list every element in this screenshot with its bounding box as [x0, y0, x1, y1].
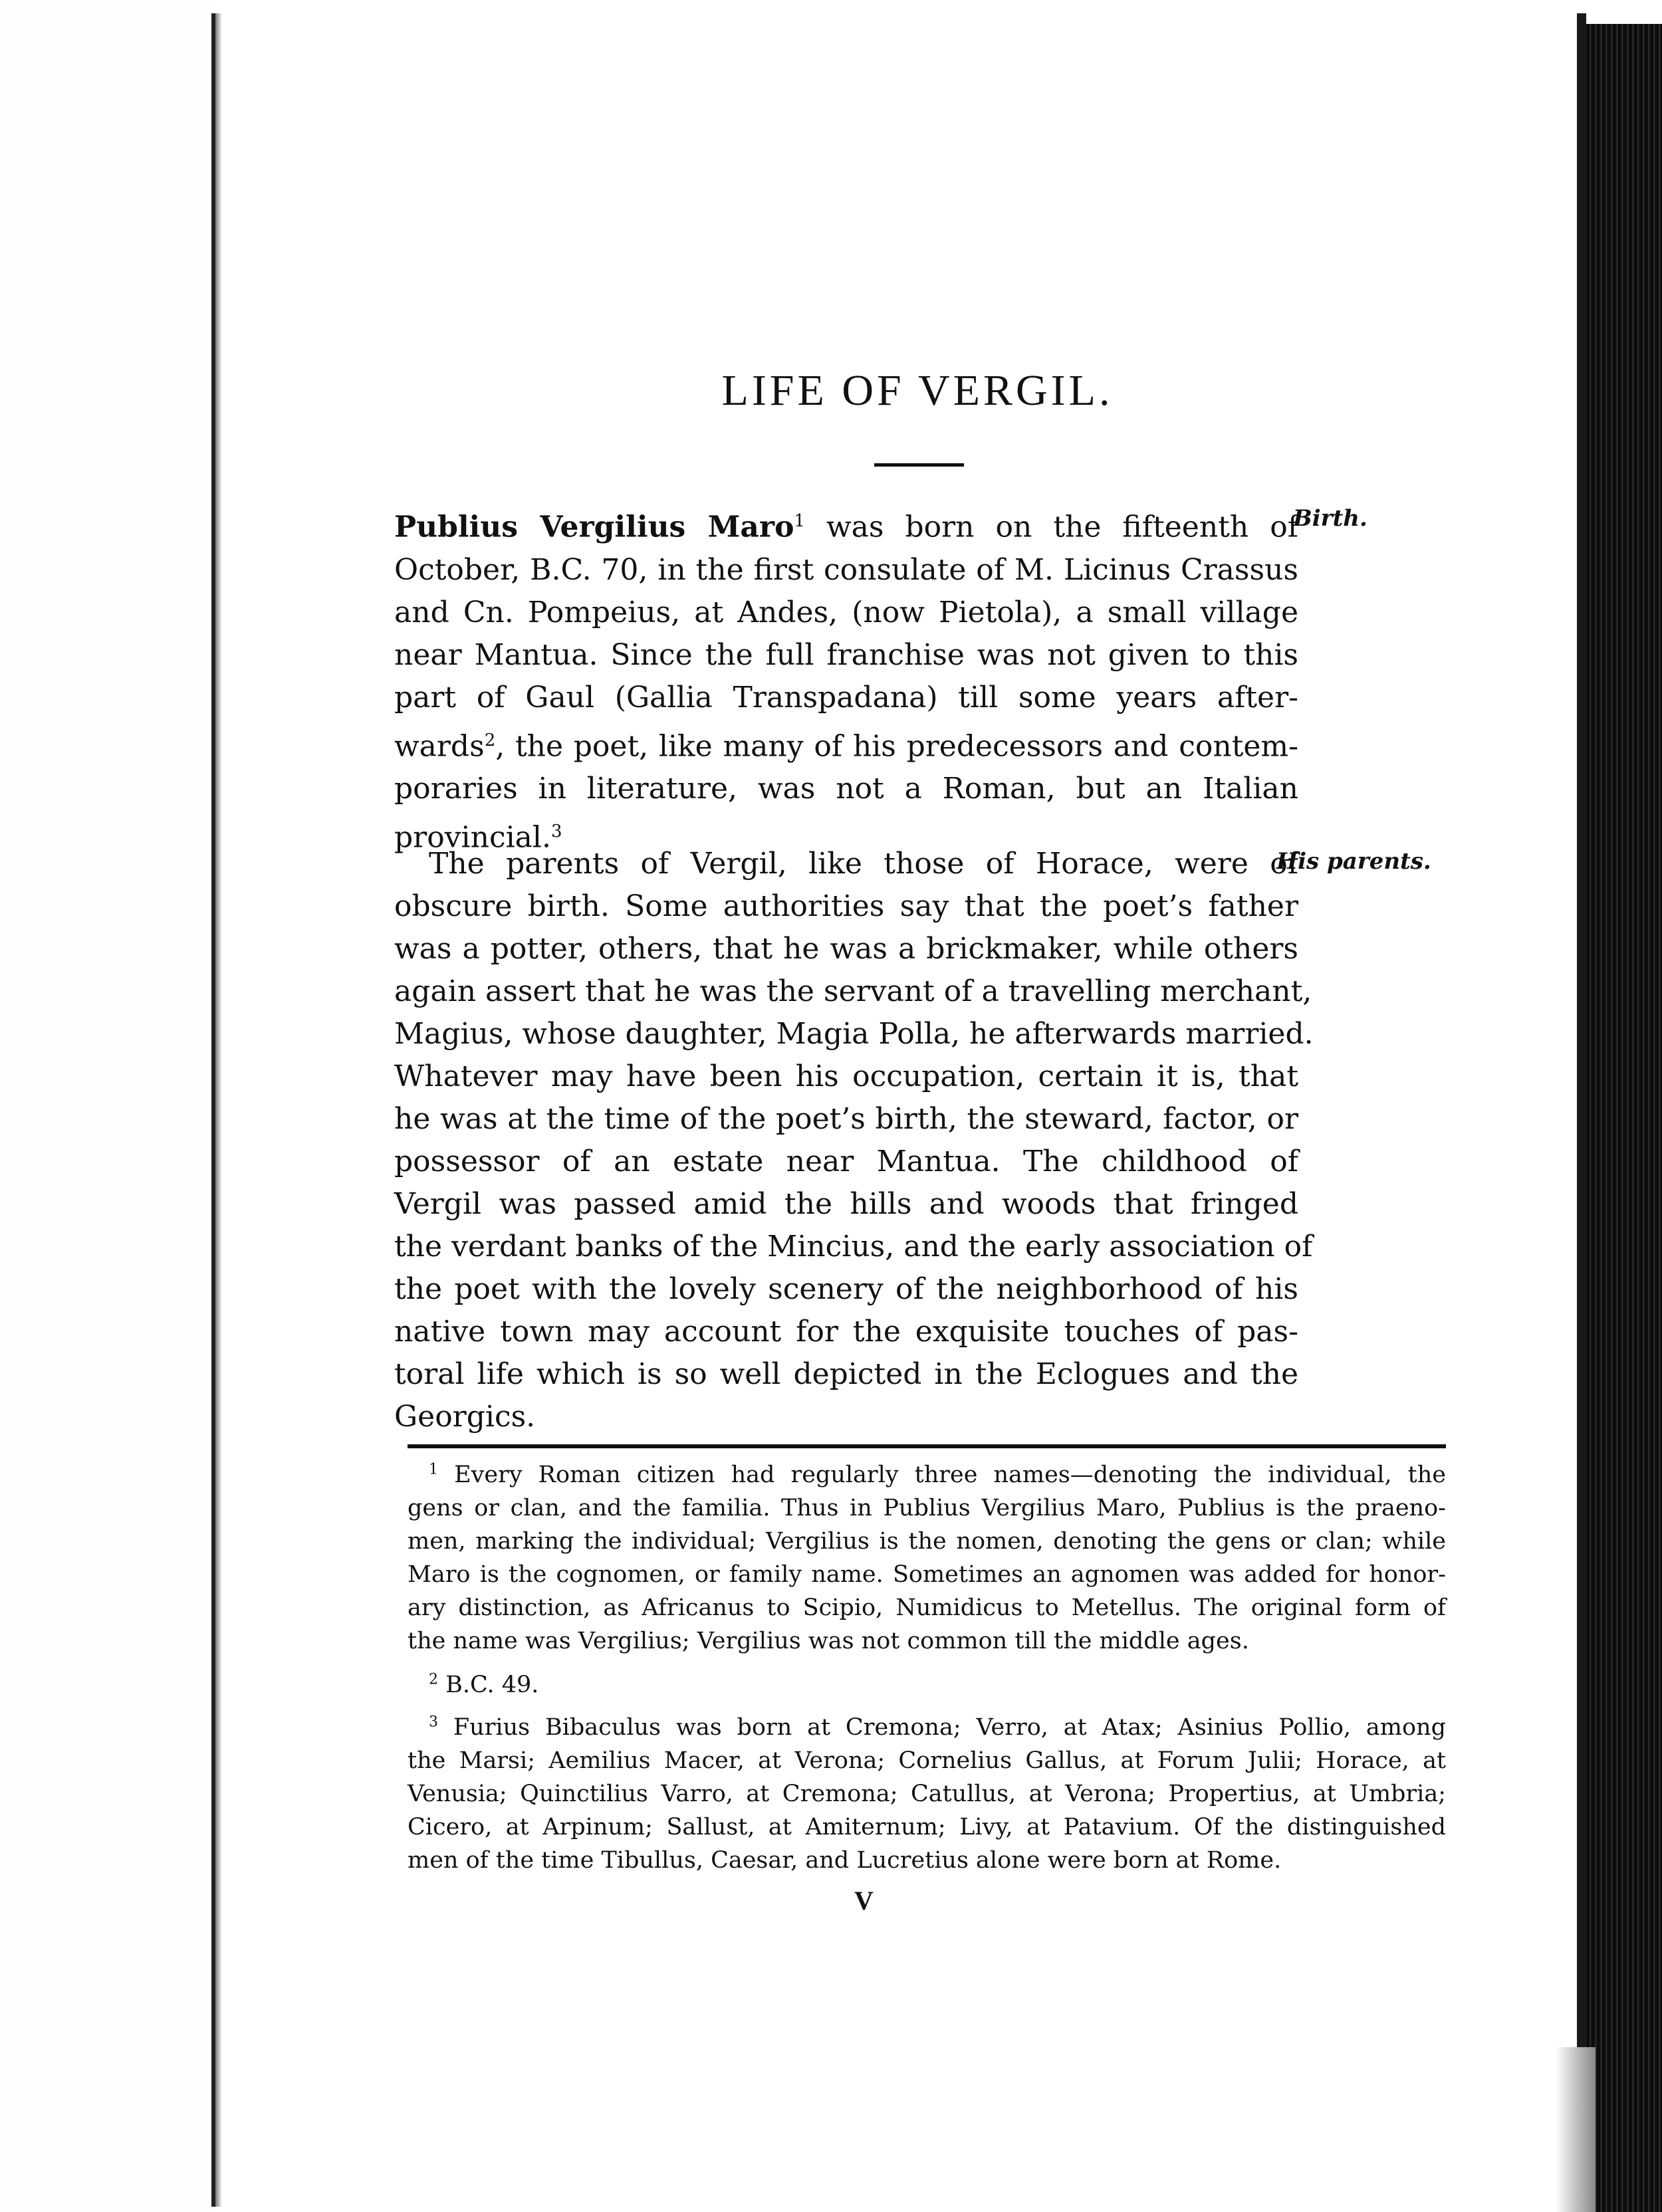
footnote-ref: 2 [484, 730, 496, 750]
text-line: Publius Vergilius Maro$^1$ was born on the fifteenth of [394, 510, 1298, 544]
footnote-line: gens or clan, and the familia. Thus in Publius Vergilius Maro, Publius is the praeno- [408, 1495, 1446, 1521]
text-line: near Mantua. Since the full franchise was not given to this [394, 637, 1298, 672]
text-line: wards$^2$, the poet, like many of his predecessors and contem- [394, 729, 1298, 764]
book-page-stack [1586, 24, 1662, 2212]
footnote-line: $^3$ Furius Bibaculus was born at Cremona; Verro, at Atax; Asinius Pollio, among [429, 1714, 1446, 1741]
text-line: Magius, whose daughter, Magia Polla, he afterwards married. [394, 1017, 1314, 1051]
footnote-2 [408, 1668, 538, 1702]
right-page-edge [1577, 13, 1586, 2047]
text-line: toral life which is so well depicted in the Eclogues and the [394, 1357, 1298, 1391]
text-line: the verdant banks of the Mincius, and the early association of [394, 1230, 1313, 1264]
footnote-ref: 3 [550, 822, 562, 842]
lead-name: Publius Vergilius Maro [394, 510, 794, 544]
margin-note-parents: His parents. [1276, 848, 1431, 875]
text-line: he was at the time of the poet’s birth, the steward, factor, or [394, 1102, 1298, 1136]
text-line: Whatever may have been his occupation, certain it is, that [394, 1059, 1298, 1093]
footnote-1 [408, 1458, 1446, 1658]
text-line: Georgics. [394, 1400, 536, 1434]
text-line: and Cn. Pompeius, at Andes, (now Pietola), a small village [394, 595, 1298, 629]
page-title: LIFE OF VERGIL. [721, 366, 1114, 415]
title-rule [874, 463, 964, 467]
footnote-line: the name was Vergilius; Vergilius was not common till the middle ages. [408, 1628, 1249, 1654]
text-line: October, B.C. 70, in the first consulate of M. Licinus Crassus [394, 552, 1298, 587]
text-line: Vergil was passed amid the hills and woods that fringed [394, 1187, 1298, 1221]
margin-note-birth: Birth. [1293, 505, 1367, 532]
footnote-marker: 2 [429, 1671, 438, 1688]
footnote-line: men, marking the individual; Vergilius is the nomen, denoting the gens or clan; while [408, 1528, 1446, 1555]
footnote-line: the Marsi; Aemilius Macer, at Verona; Cornelius Gallus, at Forum Julii; Horace, at [408, 1747, 1446, 1774]
footnote-rule [408, 1444, 1446, 1448]
footnote-marker: 3 [429, 1714, 438, 1731]
footnote-marker: 1 [429, 1461, 438, 1478]
footnote-line: Maro is the cognomen, or family name. Sometimes an agnomen was added for honor- [408, 1561, 1446, 1588]
text-line: provincial.$^3$ [394, 820, 562, 855]
page-numeral: V [854, 1886, 874, 1916]
text-line: poraries in literature, was not a Roman, but an Italian [394, 772, 1298, 806]
left-page-margin [0, 0, 211, 2212]
text-line: obscure birth. Some authorities say that the poet’s father [394, 889, 1298, 923]
text-line: part of Gaul (Gallia Transpadana) till some years after- [394, 680, 1298, 715]
footnote-line: men of the time Tibullus, Caesar, and Lucretius alone were born at Rome. [408, 1847, 1282, 1874]
text-line: the poet with the lovely scenery of the neighborhood of his [394, 1272, 1298, 1306]
text-line: possessor of an estate near Mantua. The childhood of [394, 1145, 1298, 1178]
text-line: The parents of Vergil, like those of Horace, were of [429, 847, 1298, 881]
footnote-3 [408, 1711, 1446, 1877]
footnote-ref: 1 [794, 511, 805, 531]
footnote-line: Cicero, at Arpinum; Sallust, at Amiternum; Livy, at Patavium. Of the distinguished [408, 1814, 1446, 1840]
footnote-line: $^2$ B.C. 49. [429, 1671, 539, 1698]
footnote-line: Venusia; Quinctilius Varro, at Cremona; Catullus, at Verona; Propertius, at Umbria; [408, 1781, 1446, 1807]
text-line: again assert that he was the servant of a travelling merchant, [394, 974, 1312, 1008]
paragraph-parents [394, 843, 1314, 1438]
footnote-line: ary distinction, as Africanus to Scipio, Numidicus to Metellus. The original form of [408, 1595, 1446, 1621]
footnote-line: $^1$ Every Roman citizen had regularly three names—denoting the individual, the [429, 1461, 1446, 1488]
text-line: was a potter, others, that he was a brickmaker, while others [394, 932, 1298, 966]
paragraph-birth [394, 500, 1298, 859]
page-stack-fade [1556, 2047, 1596, 2212]
gutter-shadow [215, 13, 222, 2207]
text-line: native town may account for the exquisite touches of pas- [394, 1315, 1298, 1349]
